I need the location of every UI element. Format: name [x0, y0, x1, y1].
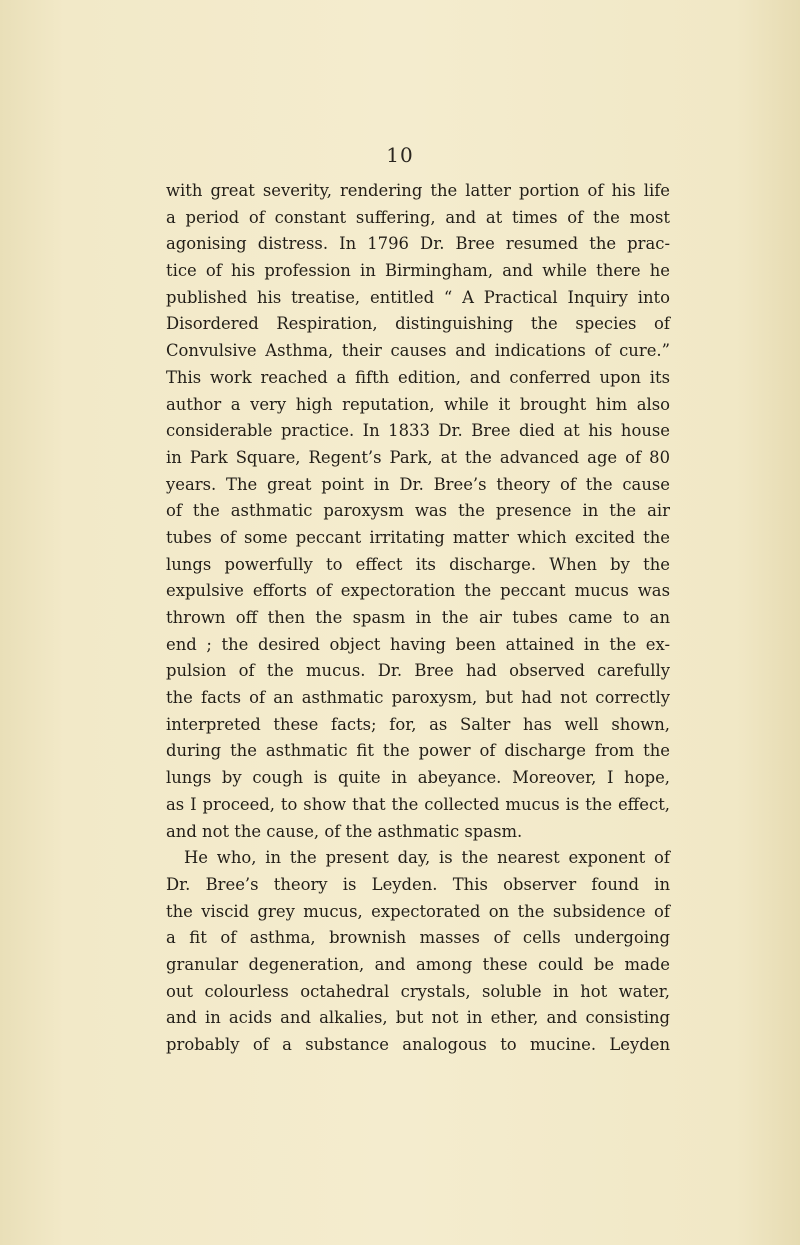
text-line: the viscid grey mucus, expectorated on the subsidence of: [166, 901, 670, 921]
text-line: with great severity, rendering the latter portion of his life: [166, 181, 670, 200]
text-line: a fit of asthma, brownish masses of cells undergoing: [166, 928, 670, 948]
text-line: expulsive efforts of expectoration the peccant mucus was: [166, 581, 670, 601]
text-line: of the asthmatic paroxysm was the presence in the air: [166, 501, 670, 521]
text-line: and not the cause, of the asthmatic spasm.: [166, 821, 523, 841]
text-line: Dr. Bree’s theory is Leyden. This observer found in: [166, 874, 670, 894]
text-line: This work reached a fifth edition, and conferred upon its: [166, 367, 670, 387]
text-line: in Park Square, Regent’s Park, at the advanced age of 80: [166, 447, 670, 467]
text-line: tubes of some peccant irritating matter which excited the: [166, 527, 670, 547]
text-line: tice of his profession in Birmingham, and while there he: [166, 261, 670, 281]
text-line: Convulsive Asthma, their causes and indications of cure.”: [166, 341, 670, 361]
page-number: 10: [386, 143, 414, 167]
text-line: lungs by cough is quite in abeyance. Moreover, I hope,: [166, 768, 670, 788]
text-line: the facts of an asthmatic paroxysm, but had not correctly: [166, 688, 670, 708]
text-line: author a very high reputation, while it brought him also: [166, 394, 670, 414]
text-line: a period of constant suffering, and at times of the most: [166, 207, 670, 227]
text-line: end ; the desired object having been attained in the ex-: [166, 634, 670, 654]
text-line: lungs powerfully to effect its discharge. When by the: [166, 554, 670, 574]
text-line: agonising distress. In 1796 Dr. Bree resumed the prac-: [166, 234, 670, 254]
text-line: as I proceed, to show that the collected mucus is the effect,: [166, 794, 670, 814]
text-line: He who, in the present day, is the nearest exponent of: [184, 848, 670, 868]
body-text: [166, 178, 670, 1059]
text-line: Disordered Respiration, distinguishing the species of: [166, 314, 670, 334]
text-line: and in acids and alkalies, but not in ether, and consisting: [166, 1008, 670, 1028]
text-line: considerable practice. In 1833 Dr. Bree died at his house: [166, 421, 670, 441]
text-line: interpreted these facts; for, as Salter has well shown,: [166, 714, 670, 734]
text-line: published his treatise, entitled “ A Practical Inquiry into: [166, 287, 670, 307]
text-line: out colourless octahedral crystals, soluble in hot water,: [166, 981, 670, 1001]
text-line: pulsion of the mucus. Dr. Bree had observed carefully: [166, 661, 670, 681]
text-line: years. The great point in Dr. Bree’s theory of the cause: [166, 474, 670, 494]
text-line: during the asthmatic fit the power of discharge from the: [166, 741, 670, 761]
text-line: probably of a substance analogous to mucine. Leyden: [166, 1035, 670, 1054]
text-line: granular degeneration, and among these could be made: [166, 954, 670, 974]
text-line: thrown off then the spasm in the air tubes came to an: [166, 608, 670, 627]
